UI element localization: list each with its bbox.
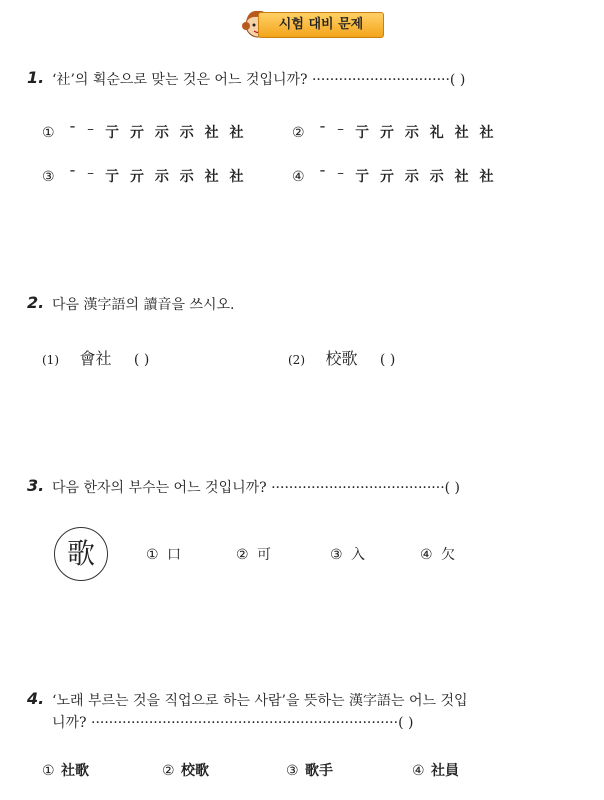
option-mark: ④: [420, 547, 433, 563]
option-mark: ③: [330, 547, 343, 563]
q2-text: 다음 漢字語의 讀音을 쓰시오.: [52, 297, 235, 313]
q4-option-3[interactable]: [286, 760, 333, 780]
option-mark: ②: [162, 763, 175, 779]
q3-option-1[interactable]: [146, 544, 181, 564]
option-value: 可: [257, 547, 272, 563]
q3-option-4[interactable]: [420, 544, 455, 564]
q2-item-2: [288, 346, 395, 369]
q4-text-line2: 니까? ·····································································( ): [52, 715, 414, 731]
q3-option-2[interactable]: [236, 544, 271, 564]
option-strokes: ˉ ⁻ 亍 亓 示 示 社 社: [69, 169, 247, 185]
q1-option-4[interactable]: [292, 166, 497, 186]
q1-option-1[interactable]: [42, 122, 247, 142]
option-strokes: ˉ ⁻ 亍 亓 示 示 社 社: [319, 169, 497, 185]
option-mark: ①: [42, 125, 55, 141]
option-value: 校歌: [181, 763, 210, 779]
option-mark: ②: [236, 547, 249, 563]
option-mark: ③: [42, 169, 55, 185]
q3-option-3[interactable]: [330, 544, 365, 564]
q4-number: 4.: [27, 689, 45, 708]
q4-option-4[interactable]: [412, 760, 459, 780]
option-value: 欠: [441, 547, 456, 563]
q2-item-1: [42, 346, 149, 369]
option-value: 入: [351, 547, 366, 563]
item-word: 校歌: [325, 349, 358, 368]
q3-number: 3.: [27, 476, 45, 495]
option-mark: ④: [412, 763, 425, 779]
answer-blank[interactable]: ( ): [379, 352, 396, 368]
option-mark: ④: [292, 169, 305, 185]
q4-option-2[interactable]: [162, 760, 209, 780]
option-mark: ②: [292, 125, 305, 141]
option-value: 社員: [431, 763, 460, 779]
q4-option-1[interactable]: [42, 760, 89, 780]
option-value: 口: [167, 547, 182, 563]
option-strokes: ˉ ⁻ 亍 亓 示 礼 社 社: [319, 125, 497, 141]
option-mark: ①: [42, 763, 55, 779]
q3-text: 다음 한자의 부수는 어느 것입니까? ·······································( ): [52, 480, 461, 496]
answer-blank[interactable]: ( ): [133, 352, 150, 368]
q1-text: ‘社’의 획순으로 맞는 것은 어느 것입니까? ·······························( ): [52, 72, 466, 88]
q2-number: 2.: [27, 293, 45, 312]
option-mark: ①: [146, 547, 159, 563]
q4-text-line1: ‘노래 부르는 것을 직업으로 하는 사람’을 뜻하는 漢字語는 어느 것입: [52, 693, 468, 709]
option-mark: ③: [286, 763, 299, 779]
header-banner: [240, 6, 390, 40]
page-title: 시험 대비 문제: [258, 12, 384, 38]
q1-option-2[interactable]: [292, 122, 497, 142]
item-word: 會社: [79, 349, 112, 368]
item-mark: (1): [42, 353, 59, 367]
item-mark: (2): [288, 353, 305, 367]
option-value: 社歌: [61, 763, 90, 779]
q3-character: 歌: [54, 527, 108, 581]
option-strokes: ˉ ⁻ 亍 亓 示 示 社 社: [69, 125, 247, 141]
q1-option-3[interactable]: [42, 166, 247, 186]
option-value: 歌手: [305, 763, 334, 779]
q1-number: 1.: [27, 68, 45, 87]
